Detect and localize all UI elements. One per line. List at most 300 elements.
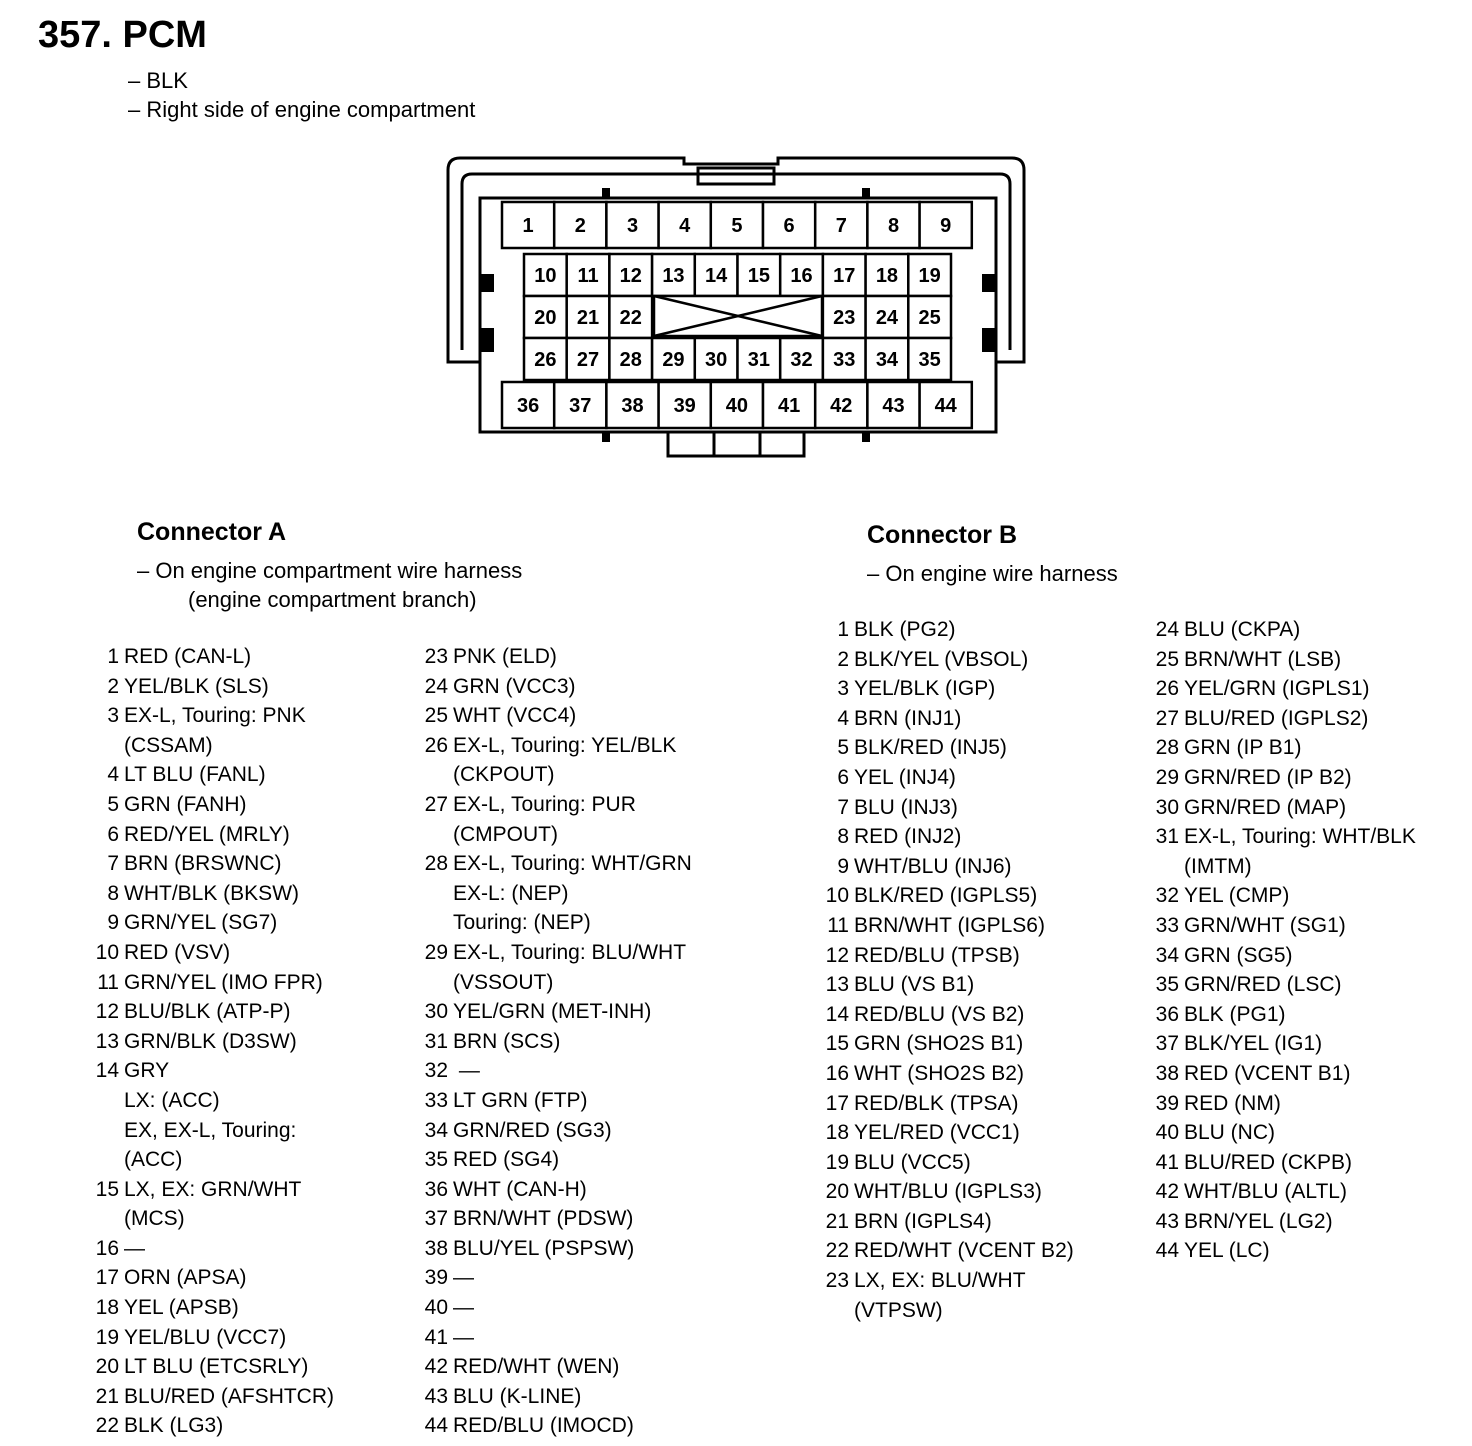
pin-entry [89,1352,334,1382]
pin-wire-line: YEL (CMP) [1184,884,1290,908]
pin-number: 17 [95,1266,119,1290]
pin-wire-line: BLU/RED (IGPLS2) [1184,706,1369,730]
pin-wire-line: Touring: (NEP) [453,911,591,935]
pin-wire-line: GRN/BLK (D3SW) [124,1029,297,1053]
pin-wire-line: WHT (CAN-H) [453,1177,587,1201]
pin-wire [854,615,956,645]
pin-entry [89,1175,334,1234]
pin-wire-line: EX-L, Touring: PUR [453,792,636,816]
pin-entry [418,731,692,790]
pin-wire [453,1293,474,1323]
pin-entry [819,1029,1074,1059]
pin-entry [819,645,1074,675]
pin-wire [1184,970,1342,1000]
pin-number: 33 [1155,913,1179,937]
pin-entry [418,1293,692,1323]
pin-entry [89,672,334,702]
pin-wire [453,1382,581,1412]
pin-entry [819,822,1074,852]
pin-wire [124,968,323,998]
pin-wire-line: YEL (INJ4) [854,765,956,789]
pin-number: 9 [107,911,119,935]
connector-pin [920,382,972,428]
connector-pin-label: 13 [662,265,685,287]
pin-number: 18 [95,1296,119,1320]
pin-wire [124,1352,308,1382]
pin-wire-line: BRN (INJ1) [854,706,962,730]
pin-wire-line: BLK/YEL (VBSOL) [854,647,1029,671]
pin-number: 10 [95,940,119,964]
connector-pin-label: 37 [569,395,592,417]
pin-wire [854,1089,1019,1119]
pin-number: 4 [837,706,849,730]
connector-pin [659,202,711,248]
pin-number: 9 [837,854,849,878]
pin-wire [1184,645,1341,675]
pin-number: 41 [1155,1150,1179,1174]
pin-number: 25 [424,704,448,728]
pin-wire-line: BLU (VS B1) [854,973,975,997]
pin-wire [453,997,651,1027]
pin-entry [89,997,334,1027]
connector-latch [698,168,774,184]
connector-pin-label: 43 [882,395,905,417]
pin-entry [1149,1118,1416,1148]
connector-pin [908,296,951,338]
pin-number: 34 [424,1118,448,1142]
connector-pin [554,382,606,428]
pin-wire [1184,1236,1270,1266]
pin-number: 40 [424,1296,448,1320]
pin-wire [854,793,958,823]
pin-wire-line: BLU (CKPA) [1184,618,1301,641]
connector-a-location-detail: (engine compartment branch) [188,587,477,612]
pin-number: 32 [1155,884,1179,908]
pin-wire-line: RED (VCENT B1) [1184,1061,1351,1085]
pin-entry [418,1411,692,1441]
pin-wire-line: GRN (VCC3) [453,674,576,698]
pin-wire-line: — [124,1236,145,1260]
pin-wire [124,642,251,672]
pin-wire-line: YEL (LC) [1184,1239,1270,1263]
pin-wire-line: GRN (SG5) [1184,943,1293,967]
pin-wire-line: WHT (SHO2S B2) [854,1061,1024,1085]
pin-wire [124,1234,145,1264]
pin-wire-line: EX-L, Touring: PNK [124,704,306,728]
pin-wire-line: RED/YEL (MRLY) [124,822,290,846]
pin-wire [124,1263,247,1293]
pin-wire [453,1411,634,1441]
connector-pin [609,296,652,338]
connector-pin [823,338,866,380]
pin-entry [819,1177,1074,1207]
pin-entry [819,615,1074,645]
pin-wire-line: GRN/YEL (SG7) [124,911,278,935]
connector-pin [502,382,554,428]
connector-pin-label: 32 [790,349,813,371]
pin-wire [1184,1000,1286,1030]
pin-wire-line: (MCS) [124,1207,185,1231]
connector-pin [502,202,554,248]
connector-pin-label: 29 [662,349,685,371]
pin-entry [1149,881,1416,911]
pin-entry [418,849,692,938]
connector-pin-label: 6 [783,215,795,237]
pin-number: 22 [95,1414,119,1438]
connector-pin-label: 2 [574,215,586,237]
pin-number: 24 [1155,618,1179,641]
pin-wire [453,1263,474,1293]
connector-pin-label: 8 [887,215,900,237]
key-top-left [602,188,610,198]
pin-entry [819,852,1074,882]
pin-number: 36 [1155,1002,1179,1026]
pin-number: 14 [95,1059,119,1083]
pin-number: 10 [825,884,849,908]
pin-wire [854,1177,1042,1207]
pin-number: 4 [107,763,119,787]
pin-wire-line: BLU (INJ3) [854,795,958,819]
pin-wire [124,879,299,909]
connector-pin-label: 40 [725,395,749,417]
pin-wire [1184,1118,1275,1148]
pin-entry [89,879,334,909]
pin-wire-line: YEL/BLK (IGP) [854,677,996,701]
pin-wire [1184,941,1293,971]
pin-number: 39 [424,1266,448,1290]
pin-entry [89,760,334,790]
pin-wire [453,938,686,997]
pin-wire-line: ORN (APSA) [124,1266,247,1290]
pin-wire-line: BLK/YEL (IG1) [1184,1032,1323,1056]
pin-entry [1149,1177,1416,1207]
connector-pin-label: 19 [918,265,941,287]
key-top-right [862,188,870,198]
connector-pin [823,296,866,338]
pin-wire [453,642,557,672]
pin-wire [854,1148,971,1178]
connector-pin [695,338,738,380]
pin-number: 20 [825,1180,849,1204]
pin-number: 19 [95,1325,119,1349]
pin-wire-line: — [453,1266,474,1290]
pin-wire [1184,615,1300,645]
connector-pin [554,202,606,248]
pin-entry [819,1236,1074,1266]
pin-number: 2 [107,674,119,698]
pin-wire [854,674,995,704]
pin-wire [453,1175,587,1205]
pin-wire [1184,1059,1350,1089]
pin-wire [1184,763,1352,793]
pin-wire [854,881,1037,911]
pin-wire-line: GRN/RED (SG3) [453,1118,612,1142]
pin-number: 12 [825,943,849,967]
pin-wire [1184,1207,1333,1237]
pin-wire [854,704,961,734]
pin-number: 34 [1155,943,1179,967]
pin-wire-line: YEL (APSB) [124,1296,239,1320]
pin-number: 30 [1155,795,1179,819]
pin-wire [124,701,306,760]
pin-wire-line: BLU (VCC5) [854,1150,971,1174]
pin-wire [1184,733,1301,763]
connector-a-title: Connector A [137,518,287,546]
connector-pin-label: 12 [619,265,642,287]
connector-pin [567,338,610,380]
pin-wire [854,970,974,1000]
connector-pin [567,254,610,296]
connector-pin-label: 25 [918,307,941,329]
pin-wire [453,1056,480,1086]
pin-entry [1149,1000,1416,1030]
connector-a-pin-list-2 [418,642,692,1441]
connector-pin-label: 26 [534,349,557,371]
pin-wire-line: YEL/BLK (SLS) [124,674,269,698]
pin-entry [1149,1207,1416,1237]
pin-wire-line: (VSSOUT) [453,970,554,994]
connector-pin [908,254,951,296]
pin-entry [819,1000,1074,1030]
connector-a-location: – On engine compartment wire harness [137,558,523,583]
connector-pin-label: 7 [835,215,847,237]
connector-pin-label: 17 [833,265,856,287]
connector-pin-label: 33 [833,349,856,371]
connector-pin-label: 11 [577,265,599,287]
pin-entry [89,908,334,938]
pin-number: 8 [837,825,849,849]
page-title: 357. PCM [38,14,207,56]
connector-pin-label: 10 [534,265,557,287]
connector-pin-label: 22 [619,307,642,329]
connector-b-location: – On engine wire harness [867,561,1118,586]
pin-entry [89,938,334,968]
pin-wire-line: EX-L, Touring: WHT/BLK [1184,825,1416,849]
pin-wire-line: GRN (IP B1) [1184,736,1302,760]
pin-wire-line: BLU (NC) [1184,1121,1276,1145]
connector-pin-label: 44 [934,395,957,417]
pin-wire [453,1204,633,1234]
pin-wire-line: RED/BLU (VS B2) [854,1002,1025,1026]
pin-wire [1184,674,1370,704]
pin-number: 31 [424,1029,448,1053]
pin-entry [418,1323,692,1353]
pin-wire-line: BLU (K-LINE) [453,1384,582,1408]
pin-wire-line: GRN (SHO2S B1) [854,1032,1024,1056]
connector-pin-label: 21 [576,307,600,329]
pin-wire-line: LX: (ACC) [124,1088,220,1112]
pin-entry [89,1382,334,1412]
pin-number: 31 [1155,825,1179,849]
pin-number: 19 [825,1150,849,1174]
pin-wire-line: BRN (BRSWNC) [124,852,282,876]
pin-entry [418,672,692,702]
connector-pin [609,338,652,380]
pin-number: 29 [1155,765,1179,789]
pin-wire-line: RED (NM) [1184,1091,1281,1115]
pin-entry [1149,822,1416,881]
pin-number: 38 [1155,1061,1179,1085]
pin-number: 6 [837,765,849,789]
pin-wire [124,1056,296,1174]
pin-wire-line: LX, EX: GRN/WHT [124,1177,302,1201]
pin-number: 41 [424,1325,448,1349]
pin-wire-line: EX, EX-L, Touring: [124,1118,297,1142]
pin-entry [819,704,1074,734]
pin-wire [1184,911,1346,941]
pin-number: 12 [95,1000,119,1024]
pin-number: 35 [424,1148,448,1172]
pin-wire [854,1000,1024,1030]
pin-number: 44 [424,1414,448,1438]
connector-pin [606,382,658,428]
pin-number: 29 [424,940,448,964]
pin-wire-line: BRN/WHT (LSB) [1184,647,1342,671]
pin-number: 38 [424,1236,448,1260]
pin-wire [854,852,1012,882]
pin-wire-line: LT GRN (FTP) [453,1088,588,1112]
pin-entry [418,1204,692,1234]
pin-number: 24 [424,674,448,698]
pin-entry [89,1411,334,1441]
connector-pin-label: 9 [940,215,952,237]
pin-wire-line: (ACC) [124,1148,183,1172]
pin-entry [819,1059,1074,1089]
pin-wire [124,1411,223,1441]
connector-pin-label: 42 [830,395,853,417]
pin-number: 28 [1155,736,1179,760]
pin-wire [453,701,576,731]
pin-wire [854,941,1020,971]
connector-pin [524,338,567,380]
pin-wire-line: RED (VSV) [124,940,231,964]
connector-pin [606,202,658,248]
pin-number: 21 [825,1209,849,1233]
side-lock-right-top [982,274,996,292]
pin-entry [418,1086,692,1116]
pin-wire [453,1323,474,1353]
pin-wire [453,1027,560,1057]
connector-pin-label: 39 [673,395,696,417]
pin-wire-line: BLU/YEL (PSPSW) [453,1236,635,1260]
pin-wire-line: WHT/BLU (ALTL) [1184,1180,1347,1204]
connector-pin [763,202,815,248]
pin-entry [418,1382,692,1412]
connector-diagram [440,150,1032,466]
connector-pin-label: 18 [875,265,899,287]
pin-wire [854,822,961,852]
connector-pin-label: 16 [790,265,813,287]
pin-entry [418,642,692,672]
pin-wire [1184,1089,1281,1119]
pin-number: 8 [107,881,119,905]
pin-wire [854,733,1007,763]
pin-wire-line: RED (CAN-L) [124,645,252,668]
connector-pin [711,382,763,428]
pin-wire [854,1266,1026,1325]
connector-pin-label: 30 [705,349,728,371]
pin-entry [819,941,1074,971]
pin-number: 13 [825,973,849,997]
pin-wire-line: BLK/RED (IGPLS5) [854,884,1038,908]
pin-entry [1149,1148,1416,1178]
pin-number: 30 [424,1000,448,1024]
side-lock-left-top [480,274,494,292]
pin-wire-line: LX, EX: BLU/WHT [854,1269,1026,1293]
pin-wire [124,790,247,820]
connector-pin-label: 14 [705,265,728,287]
pin-entry [1149,941,1416,971]
pin-wire-line: GRN (FANH) [124,792,247,816]
pin-entry [418,1056,692,1086]
pin-number: 15 [95,1177,119,1201]
connector-pin [524,254,567,296]
connector-pin [711,202,763,248]
side-lock-left-bottom [480,328,494,352]
pin-wire-line: RED/BLU (IMOCD) [453,1414,634,1438]
pin-wire [124,938,230,968]
pin-wire [453,672,576,702]
connector-pin-label: 1 [522,215,534,237]
pin-wire-line: WHT/BLU (IGPLS3) [854,1180,1042,1204]
pin-wire [1184,822,1416,881]
pin-entry [89,642,334,672]
pin-entry [1149,970,1416,1000]
pin-entry [1149,1089,1416,1119]
pin-entry [418,1263,692,1293]
pin-number: 36 [424,1177,448,1201]
pin-entry [819,674,1074,704]
pin-number: 16 [825,1061,849,1085]
location-note: – Right side of engine compartment [128,97,476,122]
pin-number: 21 [95,1384,119,1408]
connector-pin [780,254,823,296]
pin-wire [453,1234,634,1264]
pin-entry [418,1145,692,1175]
pin-wire-line: LT BLU (ETCSRLY) [124,1355,309,1379]
pin-number: 6 [107,822,119,846]
pin-wire-line: YEL/RED (VCC1) [854,1121,1020,1145]
pin-number: 27 [1155,706,1179,730]
connector-pin-label: 5 [731,215,743,237]
pin-entry [1149,733,1416,763]
pin-wire [124,672,269,702]
pin-number: 39 [1155,1091,1179,1115]
connector-pin [609,254,652,296]
pin-wire-line: — [453,1325,474,1349]
pin-number: 28 [424,852,448,876]
pin-number: 7 [837,795,849,819]
pin-number: 32 [424,1059,448,1083]
pin-wire [124,1175,301,1234]
pin-entry [418,790,692,849]
pin-number: 11 [827,913,849,937]
connector-pin [763,382,815,428]
pin-wire-line: YEL/GRN (IGPLS1) [1184,677,1370,701]
pin-wire-line: YEL/BLU (VCC7) [124,1325,287,1349]
pin-wire-line: EX-L, Touring: BLU/WHT [453,940,687,964]
connector-a-pin-list-1 [89,642,334,1441]
pin-number: 25 [1155,647,1179,671]
pin-wire [1184,1177,1347,1207]
key-bottom-right [862,432,870,442]
connector-pin [920,202,972,248]
pin-wire-line: GRY [124,1059,170,1083]
connector-pin [652,338,695,380]
connector-pin [823,254,866,296]
pin-wire [124,760,266,790]
connector-pin [652,254,695,296]
